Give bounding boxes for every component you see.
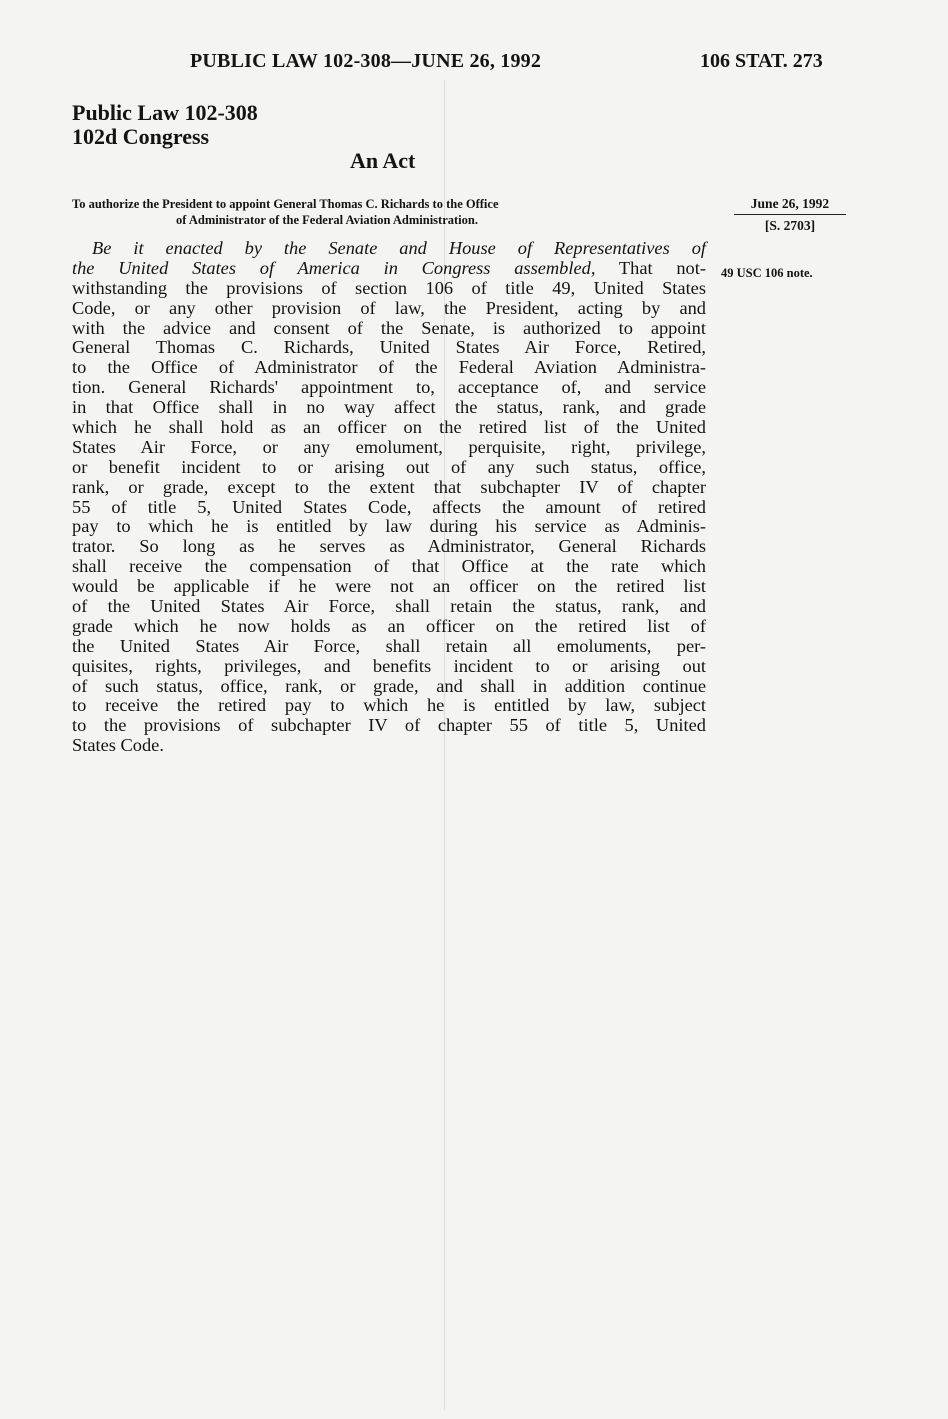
- public-law-number: Public Law 102-308: [72, 100, 258, 125]
- body-line: trator. So long as he serves as Administrator, General Richards: [72, 536, 706, 557]
- statute-page-reference: 106 STAT. 273: [700, 50, 823, 72]
- body-line: would be applicable if he were not an officer on the retired list: [72, 576, 706, 597]
- body-line: of such status, office, rank, or grade, and shall in addition continue: [72, 675, 706, 696]
- body-line: [72, 259, 706, 279]
- margin-code-note: 49 USC 106 note.: [721, 266, 813, 280]
- body-line: in that Office shall in no way affect the status, rank, and grade: [72, 397, 706, 418]
- body-line: to receive the retired pay to which he is entitled by law, subject: [72, 695, 706, 716]
- purpose-line-2: of Administrator of the Federal Aviation Administration.: [176, 213, 478, 227]
- body-line: or benefit incident to or arising out of any such status, office,: [72, 456, 706, 477]
- act-title: An Act: [350, 148, 416, 173]
- body-line: rank, or grade, except to the extent that subchapter IV of chapter: [72, 476, 706, 497]
- margin-date: June 26, 1992: [734, 196, 846, 215]
- body-line: Code, or any other provision of law, the President, acting by and: [72, 297, 706, 318]
- enacting-clause-part-2: the United States of America in Congress assembled,: [72, 257, 596, 278]
- body-line: shall receive the compensation of that Office at the rate which: [72, 556, 706, 577]
- enacting-clause-part-1: Be it enacted by the Senate and House of Representatives of: [92, 238, 706, 258]
- body-line: General Thomas C. Richards, United States Air Force, Retired,: [72, 337, 706, 358]
- body-line: to the Office of Administrator of the Federal Aviation Administra-: [72, 357, 706, 378]
- body-line: which he shall hold as an officer on the retired list of the United: [72, 417, 706, 438]
- body-line: pay to which he is entitled by law during his service as Adminis-: [72, 516, 706, 537]
- body-line: States Code.: [72, 735, 164, 756]
- body-line: States Air Force, or any emolument, perquisite, right, privilege,: [72, 436, 706, 457]
- body-line: tion. General Richards' appointment to, acceptance of, and service: [72, 377, 706, 398]
- body-line: of the United States Air Force, shall retain the status, rank, and: [72, 596, 706, 617]
- body-line: to the provisions of subchapter IV of chapter 55 of title 5, United: [72, 715, 706, 736]
- margin-bill-number: [S. 2703]: [764, 218, 816, 233]
- body-line: with the advice and consent of the Senate, is authorized to appoint: [72, 317, 706, 338]
- enacting-clause-line: [72, 239, 706, 259]
- running-head: PUBLIC LAW 102-308—JUNE 26, 1992: [190, 50, 542, 72]
- act-body: [72, 239, 706, 756]
- body-line: quisites, rights, privileges, and benefits incident to or arising out: [72, 655, 706, 676]
- purpose-line-1: To authorize the President to appoint General Thomas C. Richards to the Office: [72, 197, 499, 211]
- body-line: 55 of title 5, United States Code, affects the amount of retired: [72, 496, 706, 517]
- congress-label: 102d Congress: [72, 124, 210, 149]
- body-line: withstanding the provisions of section 106 of title 49, United States: [72, 277, 706, 298]
- body-line-rest: That not-: [595, 257, 706, 278]
- body-line: the United States Air Force, shall retain all emoluments, per-: [72, 635, 706, 656]
- body-line: grade which he now holds as an officer on the retired list of: [72, 615, 706, 636]
- act-purpose: [72, 196, 712, 228]
